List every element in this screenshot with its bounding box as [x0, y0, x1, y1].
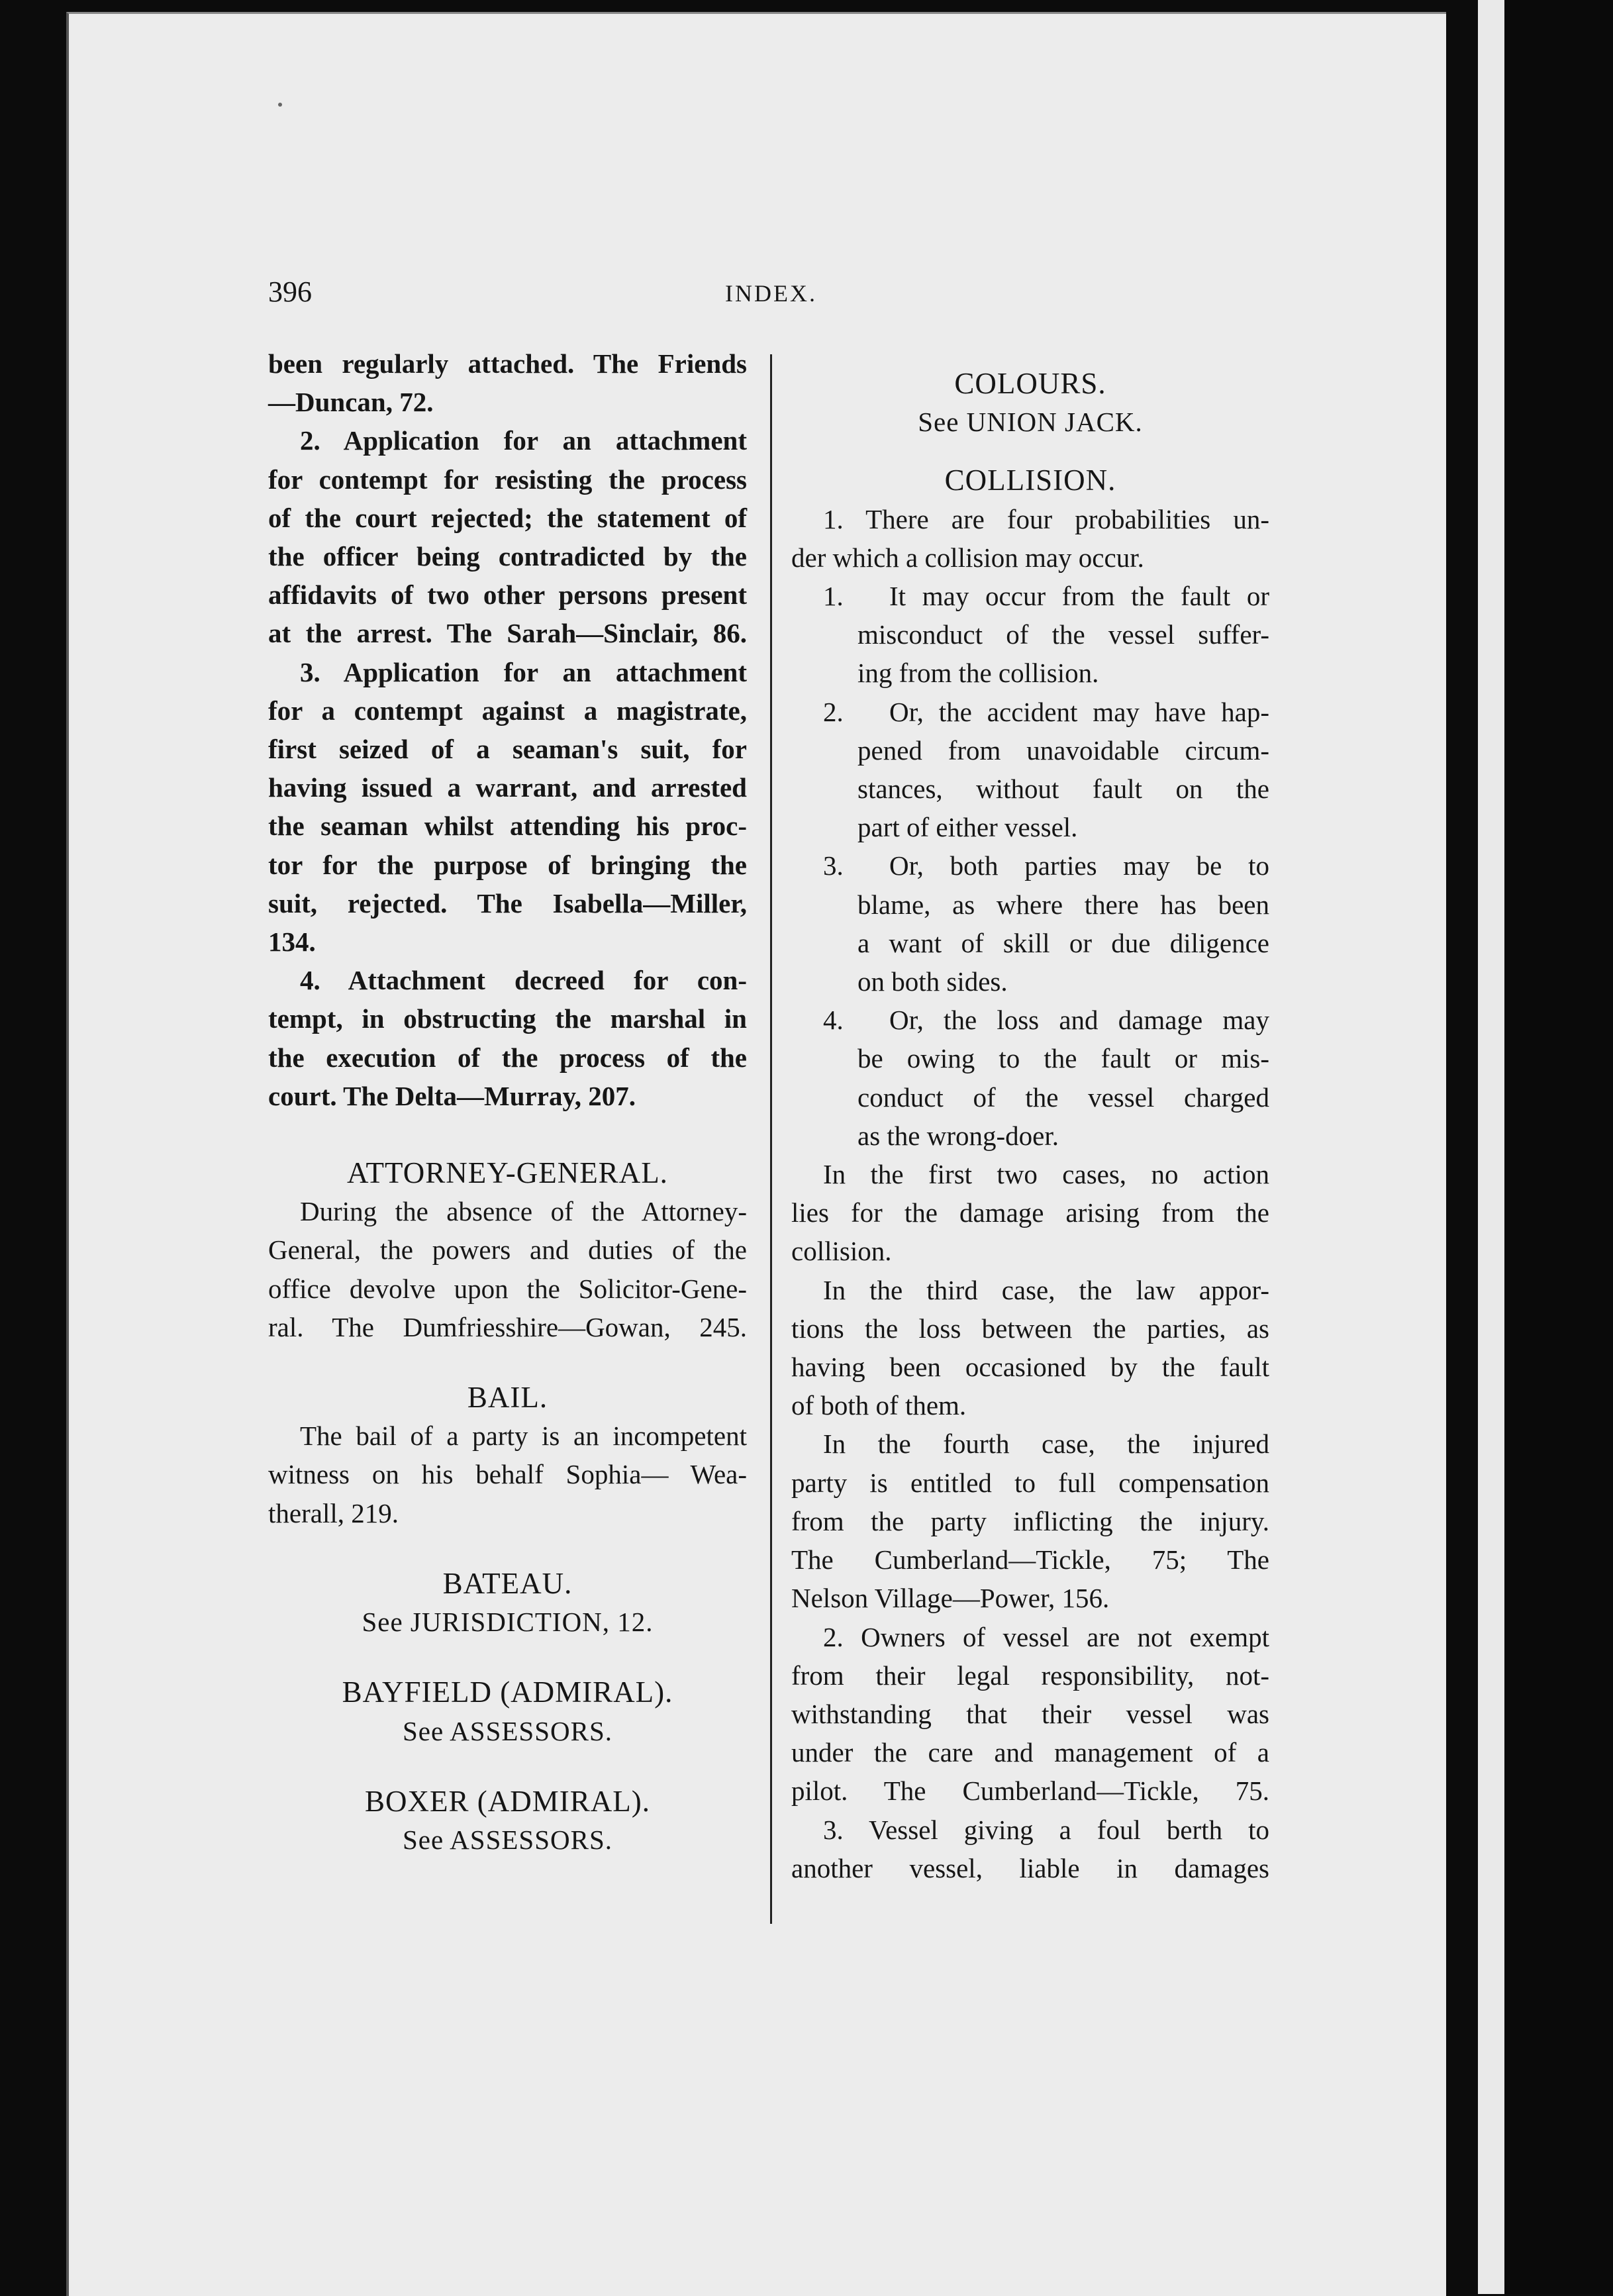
index-line	[791, 403, 1269, 441]
line-text: It may occur from the fault or	[889, 581, 1269, 612]
line-text: Nelson Village—Power, 156.	[791, 1583, 1110, 1614]
line-text: BATEAU.	[442, 1566, 573, 1600]
index-line	[268, 614, 747, 652]
line-text: stances, without fault on the	[857, 774, 1269, 805]
line-text: of the court rejected; the statement of	[268, 502, 747, 533]
line-text: part of either vessel.	[857, 812, 1078, 843]
index-line	[268, 1712, 747, 1750]
line-text: therall, 219.	[268, 1497, 399, 1528]
line-text: See ASSESSORS.	[402, 1715, 613, 1746]
line-text: affidavits of two other persons present	[268, 579, 747, 611]
item-number: 4.	[823, 1005, 844, 1036]
line-text: conduct of the vessel charged	[857, 1081, 1269, 1113]
line-text: 3. Vessel giving a foul berth to	[823, 1814, 1269, 1845]
running-head: INDEX.	[725, 280, 817, 307]
index-heading	[268, 1564, 747, 1603]
line-text: 2. Owners of vessel are not exempt	[823, 1621, 1269, 1652]
line-text: tempt, in obstructing the marshal in	[268, 1003, 747, 1034]
index-line	[791, 1849, 1269, 1887]
line-text: der which a collision may occur.	[791, 542, 1144, 573]
index-line	[791, 1155, 1269, 1193]
index-line	[791, 1078, 1269, 1117]
line-text: The bail of a party is an incompetent	[300, 1421, 747, 1452]
line-text: the execution of the process of the	[268, 1042, 747, 1073]
spacer	[791, 441, 1269, 461]
index-line	[268, 807, 747, 845]
index-line	[791, 1656, 1269, 1695]
index-line	[268, 1821, 747, 1859]
index-line	[268, 537, 747, 575]
spacer	[268, 1532, 747, 1564]
line-text: for contempt for resisting the process	[268, 464, 747, 495]
line-text: tor for the purpose of bringing the	[268, 849, 747, 880]
index-line	[268, 999, 747, 1038]
index-line	[268, 499, 747, 537]
line-text: The Cumberland—Tickle, 75; The	[791, 1544, 1269, 1575]
line-text: party is entitled to full compensation	[791, 1467, 1269, 1498]
line-text: a want of skill or due diligence	[857, 927, 1269, 958]
line-text: 3. Application for an attachment	[300, 656, 747, 687]
line-text: General, the powers and duties of the	[268, 1234, 747, 1266]
adjacent-dark-background	[1490, 0, 1613, 2294]
line-text: COLLISION.	[944, 464, 1116, 497]
line-text: See UNION JACK.	[918, 407, 1143, 438]
line-text: BAYFIELD (ADMIRAL).	[342, 1675, 673, 1709]
index-line	[791, 770, 1269, 808]
line-text: Or, the accident may have hap-	[889, 696, 1269, 727]
index-line	[791, 654, 1269, 692]
line-text: In the third case, the law appor-	[823, 1274, 1269, 1305]
page-number: 396	[268, 275, 312, 308]
line-text: See ASSESSORS.	[402, 1824, 613, 1855]
index-line	[791, 1695, 1269, 1733]
line-text: suit, rejected. The Isabella—Miller,	[268, 887, 747, 919]
index-line	[791, 1193, 1269, 1232]
line-text: blame, as where there has been	[857, 889, 1269, 920]
line-text: BAIL.	[467, 1381, 548, 1415]
index-line	[791, 1464, 1269, 1502]
line-text: lies for the damage arising from the	[791, 1197, 1269, 1228]
index-line	[268, 460, 747, 499]
spacer	[268, 1346, 747, 1378]
index-line	[791, 885, 1269, 924]
index-line	[791, 1348, 1269, 1386]
index-heading	[268, 1154, 747, 1192]
line-text: Or, the loss and damage may	[889, 1005, 1269, 1036]
index-line	[791, 1117, 1269, 1155]
index-line	[791, 1811, 1269, 1849]
index-line	[791, 1579, 1269, 1617]
line-text: as the wrong-doer.	[857, 1120, 1059, 1151]
index-line	[791, 1232, 1269, 1270]
index-line	[791, 693, 1269, 731]
index-line	[268, 383, 747, 421]
line-text: 2. Application for an attachment	[300, 425, 747, 456]
line-text: collision.	[791, 1236, 892, 1267]
line-text: ing from the collision.	[857, 658, 1099, 689]
line-text: Or, both parties may be to	[889, 850, 1269, 881]
item-number: 3.	[823, 850, 844, 881]
line-text: BOXER (ADMIRAL).	[365, 1784, 650, 1818]
line-text: COLOURS.	[954, 367, 1106, 400]
index-line	[791, 500, 1269, 538]
line-text: court. The Delta—Murray, 207.	[268, 1080, 636, 1111]
index-line	[791, 615, 1269, 654]
index-line	[268, 1603, 747, 1641]
index-line	[268, 1038, 747, 1077]
index-line	[791, 1309, 1269, 1348]
index-line	[791, 577, 1269, 615]
index-line	[791, 1502, 1269, 1540]
index-line	[268, 768, 747, 807]
index-line	[791, 846, 1269, 885]
line-text: under the care and management of a	[791, 1737, 1269, 1768]
line-text: 134.	[268, 926, 316, 958]
index-heading	[268, 1378, 747, 1417]
line-text: been regularly attached. The Friends	[268, 348, 747, 379]
line-text: See JURISDICTION, 12.	[362, 1607, 654, 1638]
line-text: ral. The Dumfriesshire—Gowan, 245.	[268, 1311, 747, 1342]
line-text: —Duncan, 72.	[268, 387, 434, 418]
index-heading	[791, 364, 1269, 403]
page-speck	[278, 103, 282, 107]
index-line	[791, 1618, 1269, 1656]
index-heading	[268, 1673, 747, 1711]
column-rule	[770, 354, 772, 1924]
line-text: withstanding that their vessel was	[791, 1698, 1269, 1729]
line-text: In the fourth case, the injured	[823, 1428, 1269, 1460]
item-number: 2.	[823, 696, 844, 727]
line-text: be owing to the fault or mis-	[857, 1043, 1269, 1074]
line-text: misconduct of the vessel suffer-	[857, 619, 1269, 650]
index-heading	[791, 461, 1269, 499]
index-line	[268, 1494, 747, 1532]
line-text: 1. There are four probabilities un-	[823, 503, 1269, 534]
line-text: having issued a warrant, and arrested	[268, 772, 747, 803]
index-line	[791, 1001, 1269, 1039]
line-text: of both of them.	[791, 1390, 967, 1421]
index-line	[268, 961, 747, 999]
line-text: pened from unavoidable circum-	[857, 734, 1269, 766]
index-line	[791, 1733, 1269, 1772]
index-line	[268, 1308, 747, 1346]
line-text: from their legal responsibility, not-	[791, 1660, 1269, 1691]
index-line	[268, 846, 747, 884]
line-text: In the first two cases, no action	[823, 1159, 1269, 1190]
index-line	[268, 421, 747, 460]
spacer	[268, 1641, 747, 1673]
index-line	[791, 924, 1269, 962]
index-line	[268, 923, 747, 961]
spacer	[268, 1115, 747, 1154]
index-line	[268, 575, 747, 614]
line-text: tions the loss between the parties, as	[791, 1313, 1269, 1344]
index-line	[268, 344, 747, 383]
adjacent-page-edge	[1478, 0, 1504, 2294]
line-text: During the absence of the Attorney-	[300, 1196, 747, 1227]
line-text: 4. Attachment decreed for con-	[300, 965, 747, 996]
line-text: ATTORNEY-GENERAL.	[347, 1156, 668, 1190]
index-line	[268, 1270, 747, 1308]
index-line	[268, 653, 747, 691]
index-line	[791, 538, 1269, 577]
index-line	[268, 691, 747, 730]
index-line	[791, 1386, 1269, 1424]
line-text: first seized of a seaman's suit, for	[268, 734, 747, 765]
index-line	[268, 1192, 747, 1230]
spacer	[791, 344, 1269, 364]
index-line	[791, 1772, 1269, 1810]
index-line	[791, 1039, 1269, 1077]
right-column	[791, 344, 1269, 1887]
left-column	[268, 344, 747, 1859]
index-line	[791, 1271, 1269, 1309]
line-text: pilot. The Cumberland—Tickle, 75.	[791, 1775, 1269, 1807]
item-number: 1.	[823, 581, 844, 612]
index-line	[791, 731, 1269, 770]
line-text: having been occasioned by the fault	[791, 1352, 1269, 1383]
line-text: from the party inflicting the injury.	[791, 1505, 1269, 1536]
index-line	[268, 1417, 747, 1455]
line-text: on both sides.	[857, 966, 1008, 997]
index-line	[268, 1077, 747, 1115]
index-line	[268, 884, 747, 923]
index-heading	[268, 1782, 747, 1821]
index-line	[791, 808, 1269, 846]
line-text: at the arrest. The Sarah—Sinclair, 86.	[268, 618, 747, 649]
line-text: the seaman whilst attending his proc-	[268, 811, 747, 842]
line-text: office devolve upon the Solicitor-Gene-	[268, 1273, 747, 1304]
index-line	[791, 1424, 1269, 1463]
spacer	[268, 1750, 747, 1782]
index-line	[268, 1230, 747, 1269]
index-line	[791, 962, 1269, 1001]
index-line	[791, 1540, 1269, 1579]
line-text: another vessel, liable in damages	[791, 1852, 1269, 1883]
line-text: for a contempt against a magistrate,	[268, 695, 747, 726]
line-text: witness on his behalf Sophia— Wea-	[268, 1459, 747, 1490]
line-text: the officer being contradicted by the	[268, 541, 747, 572]
index-line	[268, 730, 747, 768]
index-line	[268, 1455, 747, 1493]
